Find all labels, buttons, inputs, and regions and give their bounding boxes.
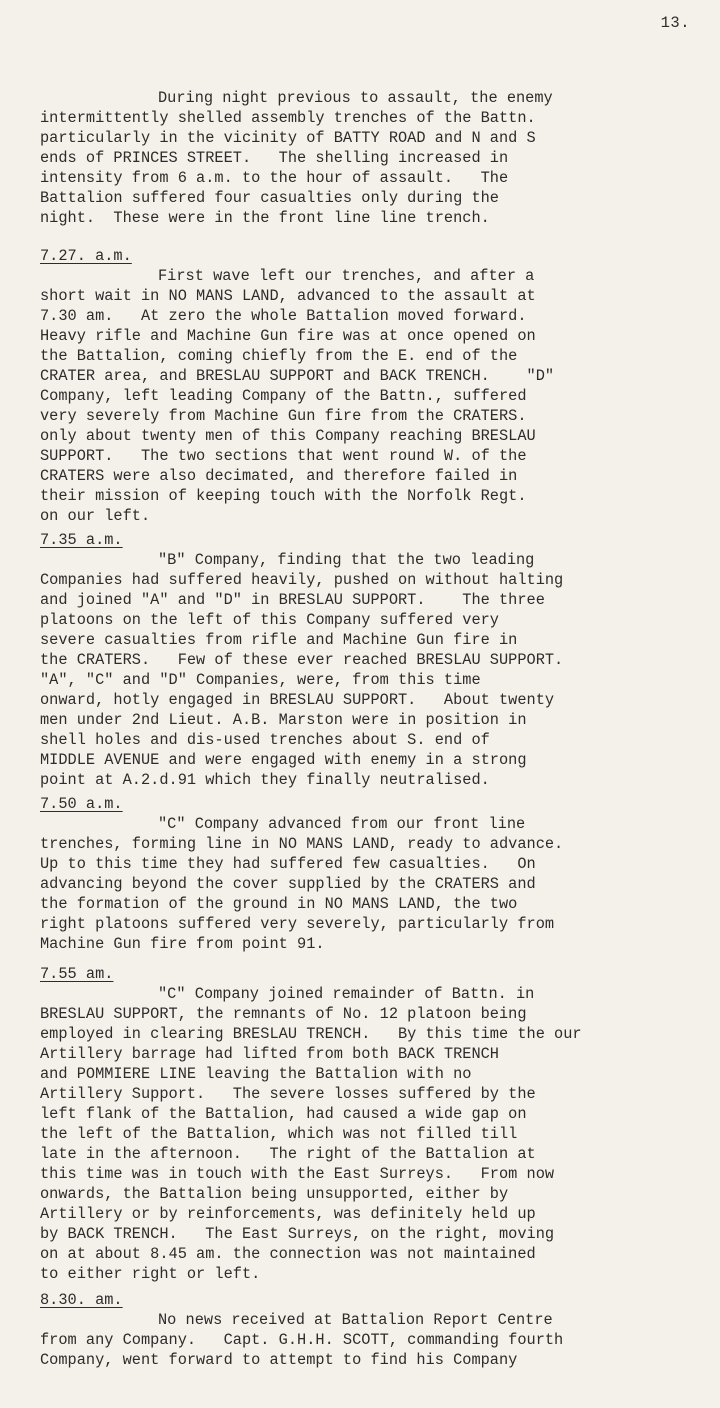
- text-line: the formation of the ground in NO MANS LAND, the two: [40, 895, 518, 913]
- text-line: left flank of the Battalion, had caused a wide gap on: [40, 1105, 527, 1123]
- text-line: from any Company. Capt. G.H.H. SCOTT, commanding fourth: [40, 1331, 564, 1349]
- text-line: advancing beyond the cover supplied by the CRATERS and: [40, 875, 536, 893]
- text-line: and POMMIERE LINE leaving the Battalion with no: [40, 1065, 472, 1083]
- time-heading: 7.35 a.m.: [40, 531, 123, 549]
- text-line: Heavy rifle and Machine Gun fire was at once opened on: [40, 327, 536, 345]
- text-line: shell holes and dis-used trenches about S. end of: [40, 731, 490, 749]
- text-line: the left of the Battalion, which was not filled till: [40, 1125, 518, 1143]
- text-line: their mission of keeping touch with the Norfolk Regt.: [40, 487, 527, 505]
- time-heading: 8.30. am.: [40, 1291, 123, 1309]
- text-line: only about twenty men of this Company reaching BRESLAU: [40, 427, 536, 445]
- entry-0735: [40, 530, 720, 790]
- text-line: Up to this time they had suffered few casualties. On: [40, 855, 536, 873]
- text-line: Artillery or by reinforcements, was definitely held up: [40, 1205, 536, 1223]
- text-line: "C" Company joined remainder of Battn. in: [158, 985, 535, 1003]
- text-line: onwards, the Battalion being unsupported, either by: [40, 1185, 509, 1203]
- text-line: very severely from Machine Gun fire from the CRATERS.: [40, 407, 527, 425]
- text-line: on at about 8.45 am. the connection was not maintained: [40, 1245, 536, 1263]
- text-line: particularly in the vicinity of BATTY ROAD and N and S: [40, 129, 536, 147]
- entry-0755: [40, 964, 720, 1284]
- entry-0830: [40, 1290, 720, 1370]
- time-heading: 7.27. a.m.: [40, 247, 132, 265]
- text-line: and joined "A" and "D" in BRESLAU SUPPORT. The three: [40, 591, 545, 609]
- entry-0750: [40, 794, 720, 954]
- text-line: intermittently shelled assembly trenches of the Battn.: [40, 109, 536, 127]
- text-line: by BACK TRENCH. The East Surreys, on the right, moving: [40, 1225, 555, 1243]
- text-line: severe casualties from rifle and Machine Gun fire in: [40, 631, 518, 649]
- time-heading: 7.50 a.m.: [40, 795, 123, 813]
- text-line: platoons on the left of this Company suffered very: [40, 611, 499, 629]
- text-line: point at A.2.d.91 which they finally neutralised.: [40, 771, 490, 789]
- intro-paragraph: [40, 88, 720, 228]
- text-line: "B" Company, finding that the two leading: [158, 551, 535, 569]
- text-line: on our left.: [40, 507, 151, 525]
- text-line: the CRATERS. Few of these ever reached BRESLAU SUPPORT.: [40, 651, 564, 669]
- text-line: intensity from 6 a.m. to the hour of assault. The: [40, 169, 509, 187]
- text-line: 7.30 am. At zero the whole Battalion moved forward.: [40, 307, 527, 325]
- text-line: Companies had suffered heavily, pushed on without halting: [40, 571, 564, 589]
- text-line: employed in clearing BRESLAU TRENCH. By this time the our: [40, 1025, 582, 1043]
- text-line: Artillery barrage had lifted from both BACK TRENCH: [40, 1045, 499, 1063]
- text-line: men under 2nd Lieut. A.B. Marston were in position in: [40, 711, 527, 729]
- text-line: First wave left our trenches, and after a: [158, 267, 535, 285]
- text-line: onward, hotly engaged in BRESLAU SUPPORT. About twenty: [40, 691, 555, 709]
- text-line: night. These were in the front line line trench.: [40, 209, 490, 227]
- text-line: Artillery Support. The severe losses suffered by the: [40, 1085, 536, 1103]
- text-line: short wait in NO MANS LAND, advanced to the assault at: [40, 287, 536, 305]
- page-number: 13.: [660, 14, 690, 32]
- entry-0727: [40, 246, 720, 526]
- text-line: CRATER area, and BRESLAU SUPPORT and BACK TRENCH. "D": [40, 367, 555, 385]
- text-line: right platoons suffered very severely, particularly from: [40, 915, 555, 933]
- time-heading: 7.55 am.: [40, 965, 114, 983]
- text-line: "A", "C" and "D" Companies, were, from this time: [40, 671, 481, 689]
- text-line: Company, left leading Company of the Battn., suffered: [40, 387, 527, 405]
- text-line: During night previous to assault, the enemy: [158, 89, 553, 107]
- text-line: Company, went forward to attempt to find his Company: [40, 1351, 518, 1369]
- text-line: "C" Company advanced from our front line: [158, 815, 526, 833]
- text-line: SUPPORT. The two sections that went round W. of the: [40, 447, 527, 465]
- text-line: No news received at Battalion Report Centre: [158, 1311, 553, 1329]
- text-line: trenches, forming line in NO MANS LAND, ready to advance.: [40, 835, 564, 853]
- text-line: to either right or left.: [40, 1265, 261, 1283]
- text-line: BRESLAU SUPPORT, the remnants of No. 12 platoon being: [40, 1005, 527, 1023]
- text-line: ends of PRINCES STREET. The shelling increased in: [40, 149, 509, 167]
- text-line: Machine Gun fire from point 91.: [40, 935, 325, 953]
- text-line: MIDDLE AVENUE and were engaged with enemy in a strong: [40, 751, 527, 769]
- text-line: late in the afternoon. The right of the Battalion at: [40, 1145, 536, 1163]
- text-line: Battalion suffered four casualties only during the: [40, 189, 499, 207]
- text-line: this time was in touch with the East Surreys. From now: [40, 1165, 555, 1183]
- text-line: CRATERS were also decimated, and therefore failed in: [40, 467, 518, 485]
- text-line: the Battalion, coming chiefly from the E. end of the: [40, 347, 518, 365]
